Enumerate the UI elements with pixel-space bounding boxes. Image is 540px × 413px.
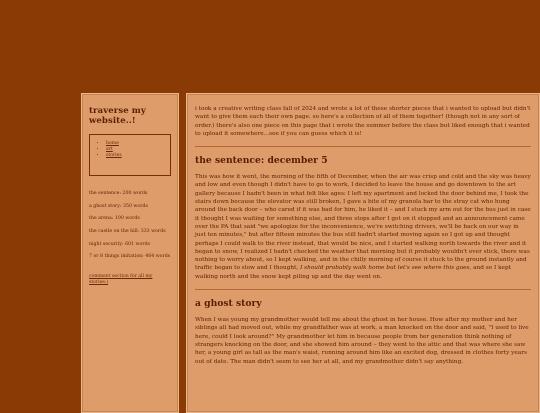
nav-link-home[interactable]: home [106,141,119,146]
site-title: traverse my website..! [89,106,146,126]
word-count-item: night security: 601 words [89,241,150,247]
word-count-item: the sentence: 200 words [89,191,148,196]
story-text: and so I kept walking north and the snow kept piling up and the day went on. [195,265,511,280]
intro-paragraph: i took a creative writing class fall of 2024 and wrote a lot of these shorter pieces that i wanted to upload but didn't want to give them each their own page. so here's a collection of all of them together! (though not in any sort of order.) there's also one piece on this page that i wrote the summer before the class but liked enough that i wanted to upload it somewhere...see if you can guess which it is! [195,106,531,137]
nav-item-stories [106,153,164,159]
word-count-item: the arena: 100 words [89,216,140,222]
word-count-list [89,191,171,260]
story-text-italic: I should probably walk home but let's see where this goes, [300,265,472,272]
nav-link-stories[interactable]: stories [106,153,122,159]
divider [195,289,531,290]
nav-list [96,141,164,160]
story-body-sentence [195,173,531,281]
divider [195,146,531,147]
word-count-item: the castle on the hill: 333 words [89,229,166,235]
comment-section-link[interactable]: comment section for all my stories:) [89,273,153,285]
main-content [186,93,540,413]
story-title-ghost: a ghost story [195,298,262,310]
story-text: This was how it went, the morning of the fifth of December, when the air was crisp and cold and the sky was heavy and low and even though I didn't have to go to work, I decided to leave the house and go downtown to the art gallery because I hadn't been in what felt like ages: I left my apartment and locked the door behind me, I took the stairs down because the elevator was still broken, I gave a bite of my granola bar to the stray cat who hung around the back door – who cared if it was bad for him, he liked it – and I stuck my arm out for the bus just in case it thought I was waiting for something else, and three stops after I got on it stopped and an announcement came over the PA that said "we apologize for the inconvenience, we're switching drivers, we'll be back on our way in just ten minutes," but after fifteen minutes the bus still hadn't started moving again so I got up and thought perhaps I could walk to the river instead, that would be nice, and I started walking north towards the river and it began to snow, I realized I hadn't checked the weather that morning but it probably wouldn't ever stick, there was nothing to worry about, so I kept walking, and in the chilly morning of course it stuck to the ground instantly and traffic began to slow and I thought, [195,174,531,272]
word-count-item: a ghost story: 350 words [89,203,148,209]
story-title-sentence: the sentence: december 5 [195,155,328,167]
sidebar [81,93,179,413]
word-count-item: 7 or 8 things imitation: 464 words [89,254,171,260]
story-body-ghost: When I was young my grandmother would tell me about the ghost in her house. How after my mother and her siblings all had moved out, while my grandfather was at work, a man knocked on the door and said, "I used to live here, could I look around?" My grandmother let him in because people from her generation think nothing of strangers knocking on the door, and she showed him around – they went to the attic and that was where she saw her, a young girl as tall as the man's waist, running around him like an excited dog, dressed in clothes forty years out of date. The man didn't seem to see her at all, and my grandmother didn't say anything. [195,317,529,365]
nav-link-art[interactable]: art [106,147,113,153]
nav-box [89,134,171,176]
